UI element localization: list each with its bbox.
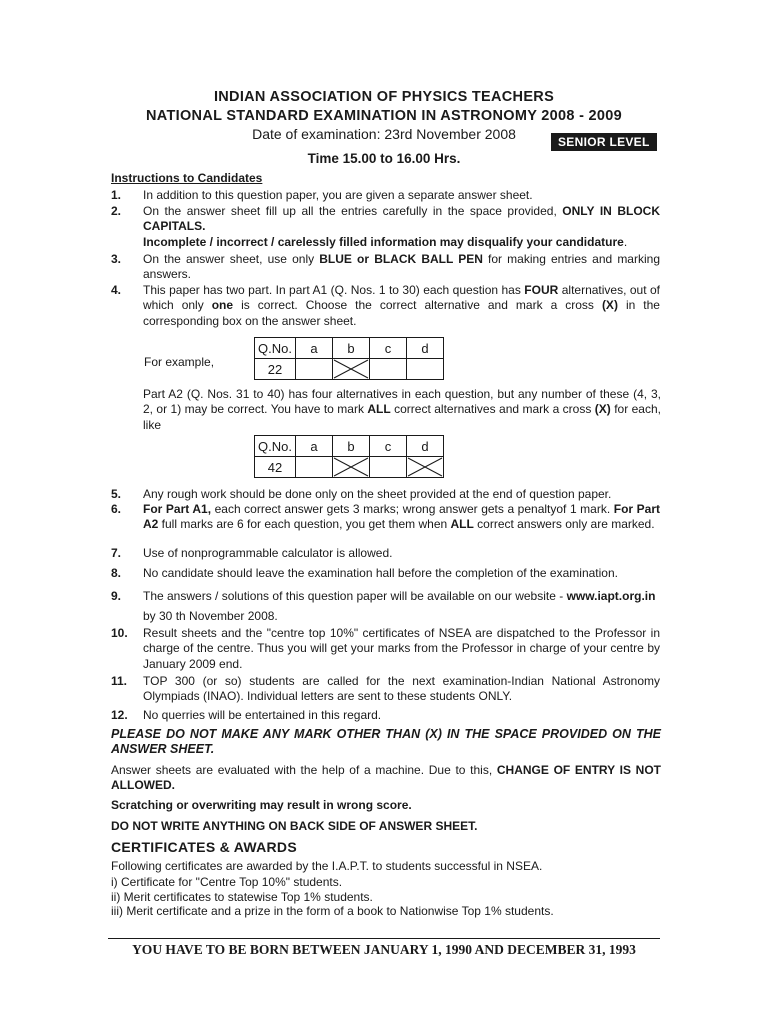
answer-cell-a	[296, 457, 333, 478]
item-number: 6.	[111, 502, 122, 516]
item-text: Result sheets and the "centre top 10%" certificates of NSEA are dispatched to the Professor in charge of the centre. Thus you will get your marks from the Professor in charge of your centre by January 2009 end.	[143, 626, 660, 671]
item-text: The answers / solutions of this question paper will be available on our website - www.iapt.org.in by 30 th November 2008.	[143, 589, 656, 623]
item-text: This paper has two part. In part A1 (Q. Nos. 1 to 30) each question has FOUR alternatives, out of which only one is correct. Choose the correct alternative and mark a cross (X) in the corresponding box on the answer sheet.	[143, 283, 660, 328]
item-text: For Part A1, each correct answer gets 3 marks; wrong answer gets a penaltyof 1 mark. For Part A2 full marks are 6 for each question, you get them when ALL correct answers only are marked.	[143, 502, 660, 532]
example-label: For example,	[144, 355, 215, 369]
header-c: c	[370, 338, 407, 359]
example-table-a1	[254, 337, 444, 380]
instructions-heading: Instructions to Candidates	[111, 171, 263, 185]
item-number: 4.	[111, 283, 122, 297]
certificate-item: ii) Merit certificates to statewise Top 1% students.	[111, 890, 373, 904]
back-side-note: DO NOT WRITE ANYTHING ON BACK SIDE OF ANSWER SHEET.	[111, 819, 478, 833]
header-b: b	[333, 436, 370, 457]
item-text: TOP 300 (or so) students are called for the next examination-Indian National Astronomy Olympiads (INAO). Individual letters are sent to these students ONLY.	[143, 674, 660, 704]
part-a2-note: Part A2 (Q. Nos. 31 to 40) has four alternatives in each question, but any number of these (4, 3, 2, or 1) may be correct. You have to mark ALL correct alternatives and mark a cross (X) for each, like	[143, 387, 661, 432]
item-number: 2.	[111, 204, 122, 218]
certificates-intro: Following certificates are awarded by the I.A.P.T. to students successful in NSEA.	[111, 859, 543, 873]
item-number: 5.	[111, 487, 122, 501]
certificate-item: i) Certificate for "Centre Top 10%" students.	[111, 875, 343, 889]
item-number: 7.	[111, 546, 122, 560]
answer-cell-c	[370, 457, 407, 478]
item-text: Any rough work should be done only on the sheet provided at the end of question paper.	[143, 487, 612, 501]
answer-cell-b	[333, 457, 370, 478]
item-number: 10.	[111, 626, 128, 640]
item-text: No querries will be entertained in this regard.	[143, 708, 382, 722]
cross-mark-icon	[333, 457, 369, 477]
header-qno: Q.No.	[255, 338, 296, 359]
example-table-a2	[254, 435, 444, 478]
header-association: INDIAN ASSOCIATION OF PHYSICS TEACHERS	[213, 89, 555, 105]
header-a: a	[296, 436, 333, 457]
item-text: On the answer sheet, use only BLUE or BLACK BALL PEN for making entries and marking answers.	[143, 252, 660, 282]
certificates-heading: CERTIFICATES & AWARDS	[111, 839, 297, 855]
answer-cell-a	[296, 359, 333, 380]
certificate-item: iii) Merit certificate and a prize in the form of a book to Nationwise Top 1% students.	[111, 904, 554, 918]
item-number: 12.	[111, 708, 128, 722]
answer-cell-d	[407, 359, 444, 380]
header-c: c	[370, 436, 407, 457]
qno-cell: 42	[255, 457, 296, 478]
header-d: d	[407, 436, 444, 457]
item-text: In addition to this question paper, you are given a separate answer sheet.	[143, 188, 533, 202]
answer-cell-c	[370, 359, 407, 380]
cross-mark-icon	[333, 359, 369, 379]
item-number: 9.	[111, 589, 122, 603]
item-number: 8.	[111, 566, 122, 580]
header-qno: Q.No.	[255, 436, 296, 457]
cross-mark-icon	[407, 457, 443, 477]
qno-cell: 22	[255, 359, 296, 380]
header-exam-title: NATIONAL STANDARD EXAMINATION IN ASTRONOMY 2008 - 2009	[146, 108, 622, 124]
machine-note: Answer sheets are evaluated with the help of a machine. Due to this, CHANGE OF ENTRY IS NOT ALLOWED.	[111, 763, 661, 793]
item-number: 11.	[111, 674, 128, 688]
exam-date: Date of examination: 23rd November 2008	[252, 126, 516, 142]
scratch-note: Scratching or overwriting may result in wrong score.	[111, 798, 412, 812]
item-number: 1.	[111, 188, 122, 202]
website-link[interactable]: www.iapt.org.in	[566, 589, 656, 603]
header-d: d	[407, 338, 444, 359]
item-text: On the answer sheet fill up all the entries carefully in the space provided, ONLY IN BLOCK CAPITALS. Incomplete / incorrect / carelessly filled information may disqualify your candidature.	[143, 204, 660, 249]
item-number: 3.	[111, 252, 122, 266]
header-a: a	[296, 338, 333, 359]
answer-cell-d	[407, 457, 444, 478]
item-text: Use of nonprogrammable calculator is allowed.	[143, 546, 393, 560]
answer-cell-b	[333, 359, 370, 380]
level-badge: SENIOR LEVEL	[551, 133, 657, 151]
header-b: b	[333, 338, 370, 359]
warning-note: PLEASE DO NOT MAKE ANY MARK OTHER THAN (X) IN THE SPACE PROVIDED ON THE ANSWER SHEET.	[111, 727, 661, 757]
eligibility-footer: YOU HAVE TO BE BORN BETWEEN JANUARY 1, 1990 AND DECEMBER 31, 1993	[108, 938, 660, 958]
exam-time: Time 15.00 to 16.00 Hrs.	[307, 151, 461, 166]
item-text: No candidate should leave the examination hall before the completion of the examination.	[143, 566, 618, 580]
